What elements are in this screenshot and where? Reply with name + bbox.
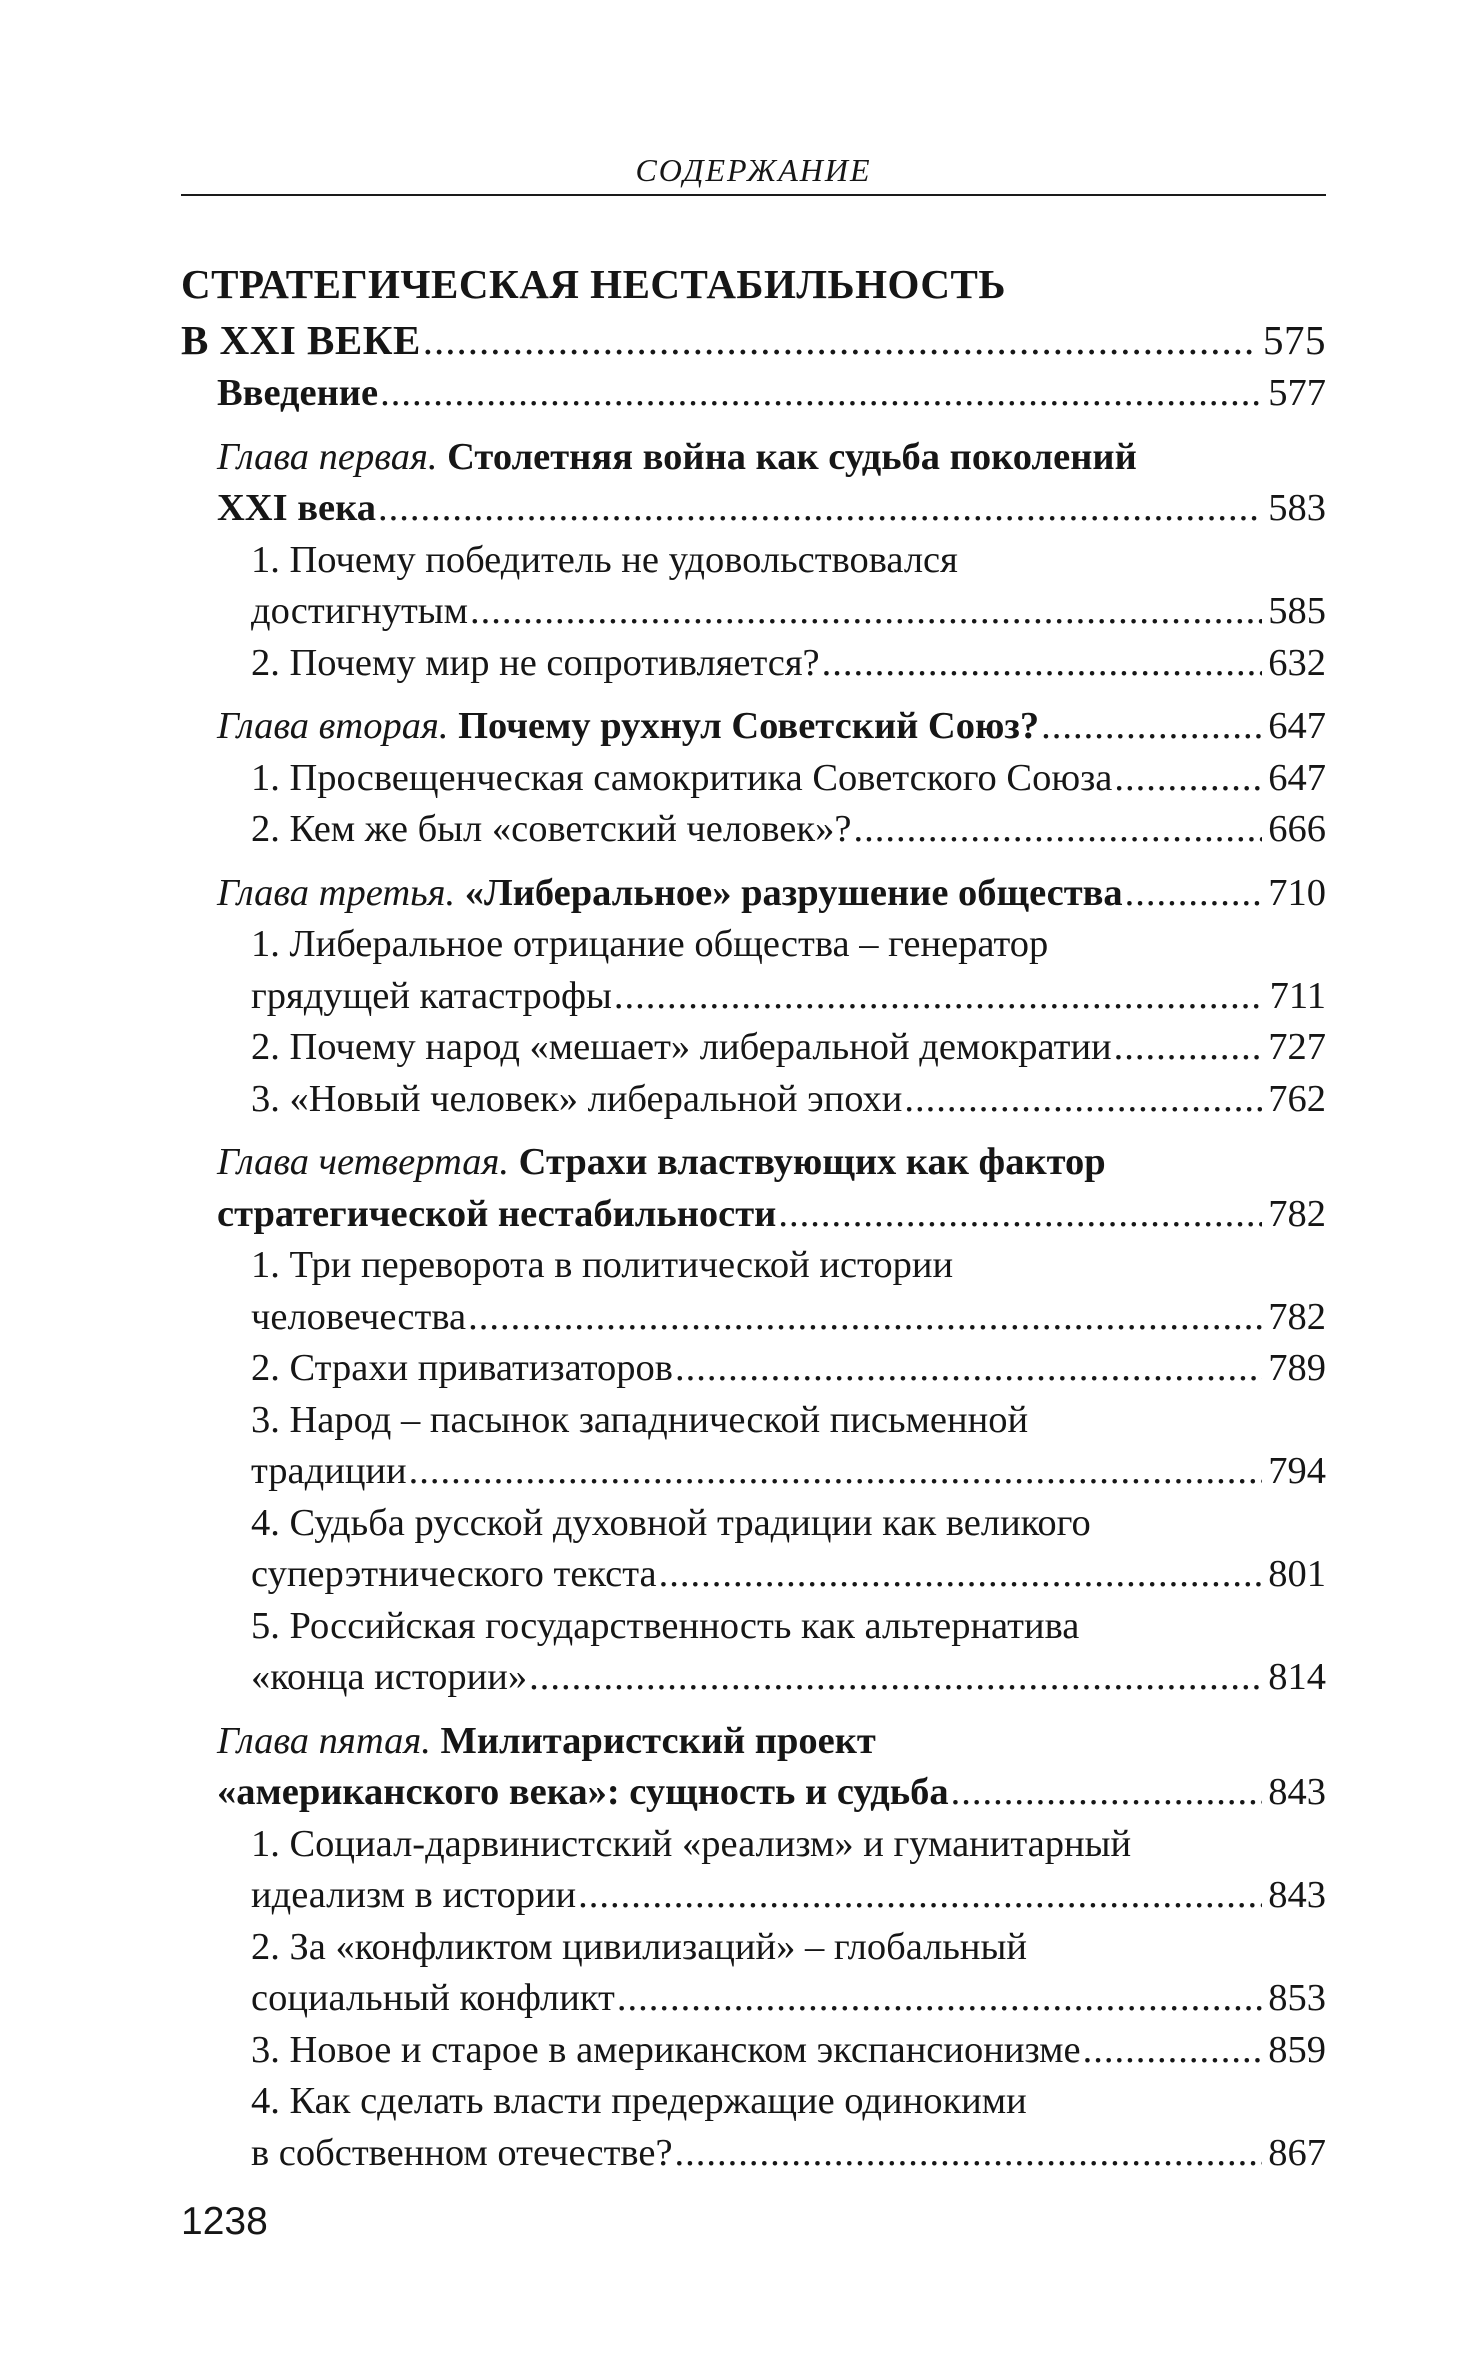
dot-leader [617,1973,1262,2025]
section-title: 2. Почему мир не сопротивляется? [251,641,820,684]
chapter-title-cont: «американского века»: сущность и судьба [217,1771,949,1813]
page-number: 859 [1268,2028,1326,2071]
section-title: 2. Почему народ «мешает» либеральной демократии [251,1026,1112,1068]
toc-chapter-3-entry[interactable] [181,868,1326,920]
dot-leader [675,1343,1262,1395]
toc-section-entry[interactable] [181,1074,1326,1126]
page-number: 666 [1268,808,1326,850]
toc-chapter-1-entry[interactable] [181,483,1326,535]
toc-section-title: 4. Судьба русской духовной традиции как великого [251,1501,1091,1544]
page-number: 782 [1268,1295,1326,1338]
section-title-cont: суперэтнического текста [251,1553,657,1595]
dot-leader [822,638,1263,690]
dot-leader [951,1767,1263,1819]
toc-section-entry[interactable] [181,1292,1326,1344]
section-title: 3. «Новый человек» либеральной эпохи [251,1077,903,1120]
toc-entry-title: Введение [217,372,379,414]
section-title: 2. Кем же был «советский человек»? [251,808,852,850]
page-number: 853 [1268,1977,1326,2019]
chapter-label: Глава первая. [217,435,438,478]
running-header: СОДЕРЖАНИЕ [635,152,872,188]
toc-intro-entry[interactable] [181,368,1326,420]
toc-section-title: 1. Социал-дарвинистский «реализм» и гуманитарный [251,1822,1132,1865]
toc-section-title: 3. Народ – пасынок западнической письменной [251,1398,1029,1441]
chapter-title: Столетняя война как судьба поколений [447,435,1137,478]
chapter-title-cont: стратегической нестабильности [217,1192,777,1235]
toc-section-entry[interactable] [181,1022,1326,1074]
dot-leader [904,1074,1262,1126]
page-number: 647 [1268,756,1326,799]
chapter-title: Милитаристский проект [440,1719,876,1762]
toc-section-entry[interactable] [181,638,1326,690]
section-title-cont: традиции [251,1450,407,1492]
section-title: 1. Просвещенческая самокритика Советского Союза [251,756,1113,799]
dot-leader [529,1652,1262,1704]
page-number: 647 [1268,705,1326,747]
toc-section-title: 1. Либеральное отрицание общества – генератор [251,923,1049,965]
dot-leader [614,971,1264,1023]
section-title-cont: идеализм в истории [251,1874,577,1916]
page-number: 710 [1268,871,1326,914]
page-number: 711 [1269,974,1326,1017]
page-number: 632 [1268,641,1326,684]
dot-leader [409,1446,1263,1498]
page-number: 762 [1268,1077,1326,1120]
dot-leader [1125,868,1263,920]
toc-chapter-4-entry[interactable] [181,1189,1326,1241]
toc-section-title: 5. Российская государственность как альтернатива [251,1604,1080,1647]
chapter-title-cont: XXI века [217,487,376,529]
toc-section-entry[interactable] [181,2025,1326,2077]
toc-part-entry[interactable] [181,312,1326,368]
toc-section-entry[interactable] [181,753,1326,805]
toc-section-entry[interactable] [181,1343,1326,1395]
dot-leader [659,1549,1263,1601]
dot-leader [380,368,1262,420]
dot-leader [1114,753,1262,805]
dot-leader [378,483,1262,535]
dot-leader [1041,701,1262,753]
toc-section-title: 4. Как сделать власти предержащие одинокими [251,2080,1027,2122]
toc-section-entry[interactable] [181,1446,1326,1498]
dot-leader [1114,1022,1263,1074]
page-number: 585 [1268,590,1326,632]
toc-chapter-5-heading[interactable] [181,1716,1326,1768]
page-number: 575 [1263,317,1326,363]
toc-chapter-1-heading[interactable] [181,432,1326,484]
toc-section-entry[interactable] [181,971,1326,1023]
toc-section-entry[interactable] [181,804,1326,856]
page-number: 843 [1268,1771,1326,1813]
section-title-cont: в собственном отечестве? [251,2131,673,2174]
dot-leader [778,1189,1262,1241]
page-number: 782 [1268,1192,1326,1235]
toc-chapter-4-heading[interactable] [181,1137,1326,1189]
dot-leader [423,312,1257,368]
chapter-label: Глава вторая. [217,705,449,747]
section-title: 3. Новое и старое в американском экспансионизме [251,2028,1081,2071]
chapter-label: Глава пятая. [217,1719,431,1762]
page-number: 727 [1268,1026,1326,1068]
page-number: 577 [1268,372,1326,414]
header-rule [181,194,1326,196]
toc-section-entry[interactable] [181,1549,1326,1601]
chapter-label: Глава третья. [217,871,456,914]
toc-section-title: 2. За «конфликтом цивилизаций» – глобальный [251,1925,1027,1968]
dot-leader [1083,2025,1263,2077]
section-title-cont: достигнутым [251,590,469,632]
page-number: 867 [1268,2131,1326,2174]
chapter-title: «Либеральное» разрушение общества [464,871,1123,914]
dot-leader [578,1870,1262,1922]
toc-section-title: 1. Три переворота в политической истории [251,1244,954,1286]
chapter-title: Почему рухнул Советский Союз? [458,705,1040,747]
dot-leader [853,804,1262,856]
toc-section-title: 1. Почему победитель не удовольствовался [251,538,958,581]
table-of-contents [181,256,1326,2179]
section-title-cont: грядущей катастрофы [251,974,612,1017]
toc-chapter-5-entry[interactable] [181,1767,1326,1819]
toc-section-entry[interactable] [181,586,1326,638]
page-number: 794 [1268,1450,1326,1492]
toc-section-entry[interactable] [181,1652,1326,1704]
section-title: 2. Страхи приватизаторов [251,1347,673,1389]
page-number: 843 [1268,1874,1326,1916]
chapter-title: Страхи властвующих как фактор [518,1141,1106,1183]
folio-page-number: 1238 [181,2200,268,2243]
dot-leader [675,2128,1263,2180]
section-title-cont: человечества [251,1295,467,1338]
page-number: 814 [1268,1656,1326,1698]
toc-section-entry[interactable] [181,2128,1326,2180]
toc-part-title-line1: СТРАТЕГИЧЕСКАЯ НЕСТАБИЛЬНОСТЬ [181,261,1006,307]
section-title-cont: социальный конфликт [251,1977,615,2019]
chapter-label: Глава четвертая. [217,1141,510,1183]
toc-section-entry[interactable] [181,1870,1326,1922]
page-number: 801 [1268,1553,1326,1595]
toc-part-title-line2: В XXI ВЕКЕ [181,317,421,363]
page-number: 789 [1268,1347,1326,1389]
toc-section-entry[interactable] [181,1973,1326,2025]
dot-leader [468,1292,1262,1344]
toc-chapter-2-entry[interactable] [181,701,1326,753]
dot-leader [470,586,1262,638]
section-title-cont: «конца истории» [251,1656,528,1698]
page-number: 583 [1268,487,1326,529]
